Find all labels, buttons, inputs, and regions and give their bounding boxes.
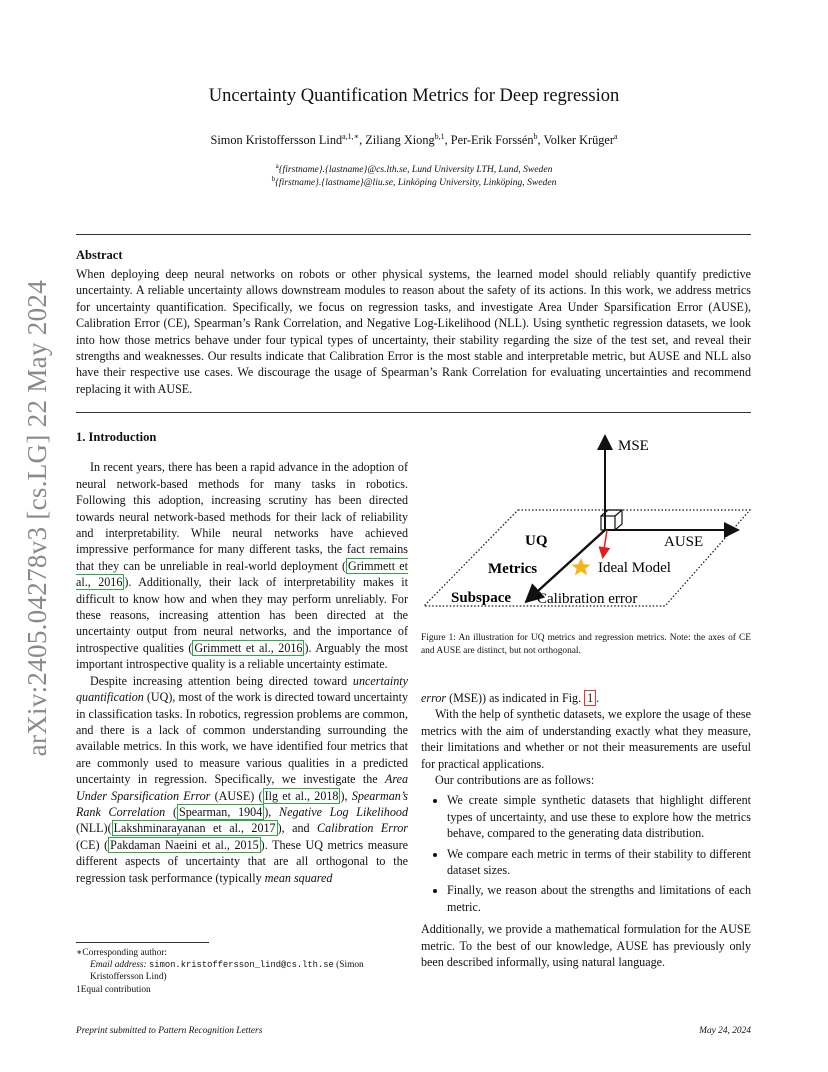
author-sup: b,1 [434, 132, 445, 141]
top-divider [76, 234, 751, 235]
abstract-text: When deploying deep neural networks on robots or other physical systems, the learned model should reliably quantify predictive uncertainty. A reliable uncertainty allows downstream modules to reason about the safety of its actions. In this work, we address metrics for uncertainty quantification. Specifically, we focus on regression tasks, and investigate Area Under Sparsification Error (AUSE), Calibration Error (CE), Spearman’s Rank Correlation, and Negative Log-Likelihood (NLL). Using synthetic regression datasets, we look into how those metrics behave under four typical types of uncertainty, their stability regarding the size of the test set, and reveal their strengths and weaknesses. Our results indicate that Calibration Error is the most stable and interpretable metric, but AUSE and NLL also have their respective use cases. We discourage the usage of Spearman’s Rank Correlation for evaluating uncertainties and recommend replacing it with AUSE. [76, 267, 751, 396]
calibration-error-label: Calibration error [537, 591, 638, 607]
citation-link[interactable]: Ilg et al., 2018 [264, 788, 339, 803]
left-column [76, 429, 408, 886]
paragraph: Additionally, we provide a mathematical formulation for the AUSE metric. To the best of our knowledge, AUSE has previously only been described informally, using natural language. [421, 922, 751, 970]
author-list: Simon Kristoffersson Lind$^{a,1,∗}$, Ziliang Xiong$^{b,1}$, Per-Erik Forssén$^b$, Volker Krüger$^a$ [210, 132, 618, 148]
abstract-heading: Abstract [76, 248, 123, 262]
author-sup: a [613, 132, 618, 141]
figure-1-diagram [418, 430, 754, 620]
affiliation-b: $^b${firstname}.{lastname}@liu.se, Linköping University, Linköping, Sweden [271, 175, 557, 189]
metrics-label: Metrics [488, 561, 538, 577]
list-item: • Finally, we reason about the strengths and limitations of each metric. [447, 882, 751, 915]
footnote-equal: 1Equal contribution [76, 984, 151, 995]
red-arrow [603, 530, 607, 556]
citation-link[interactable]: Grimmett et al., 2016 [194, 640, 303, 655]
affiliation-a: $^a${firstname}.{lastname}@cs.lth.se, Lund University LTH, Lund, Sweden [275, 162, 553, 176]
arxiv-identifier: arXiv:2405.04278v3 [cs.LG] 22 May 2024 [22, 280, 52, 757]
subspace-label: Subspace [451, 590, 512, 606]
author-name: Simon Kristoffersson Lind [210, 133, 343, 148]
uq-label: UQ [525, 533, 548, 549]
author-name: Volker Krüger [543, 133, 614, 148]
contributions-list [421, 792, 751, 915]
citation-link[interactable]: Grimmett et al., 2016 [76, 558, 409, 590]
footnote-email: Email address: simon.kristoffersson_lind@cs.lth.se (Simon Kristoffersson Lind) [90, 960, 364, 983]
list-item: • We compare each metric in terms of their stability to different dataset sizes. [447, 846, 751, 879]
footer-date: May 24, 2024 [699, 1026, 751, 1036]
continued-paragraph: error (MSE)) as indicated in Fig. 1 . [421, 691, 600, 705]
email-address[interactable]: simon.kristoffersson_lind@cs.lth.se [149, 960, 334, 971]
star-icon [572, 558, 591, 575]
author-name: Per-Erik Forssén [450, 133, 534, 148]
right-column [421, 690, 751, 971]
figure-caption: Figure 1: An illustration for UQ metrics and regression metrics. Note: the axes of CE and AUSE are distinct, but not orthogonal. [421, 633, 751, 656]
footnotes [76, 947, 408, 996]
intro-paragraph-1: In recent years, there has been a rapid advance in the adoption of neural network-based methods for many tasks in robotics. Following this adoption, increasing scrutiny has been directed towards neural network-based methods for their lack of reliability and interpretability. While neural networks have achieved impressive performance for many different tasks, the fact remains that they can be unreliable in real-world deployment ( Grimmett et al., 2016 ). Additionally, their lack of interpretability makes it difficult to know how and when they may perform unreliably. For these reasons, increasing attention has been directed at the uncertainty output from neural networks, and the importance of introspective qualities ( Grimmett et al., 2016 ). Arguably the most important introspective quality is a reliable uncertainty estimate. [76, 460, 409, 672]
citation-link[interactable]: Pakdaman Naeini et al., 2015 [110, 837, 259, 852]
paragraph: With the help of synthetic datasets, we explore the usage of these metrics with the aim of understanding exactly what they measure, their limitations and whether or not their measurements are useful for practical applications. [421, 707, 751, 771]
list-item: • We create simple synthetic datasets that highlight different types of uncertainty, and use these to explore how the metrics behave, compared to the generating data distribution. [447, 792, 751, 841]
intro-paragraph-2: Despite increasing attention being directed toward uncertainty quantification (UQ), most of the work is directed toward uncertainty in classification tasks. In robotics, regression problems are common, and there is a lack of common understanding surrounding the available metrics. In this work, we have identified four metrics that are commonly used to measure various qualities in a predicted uncertainty in regression. Specifically, we investigate the Area Under Sparsification Error (AUSE) ( Ilg et al., 2018 ), Spearman’s Rank Correlation ( Spearman, 1904 ), Negative Log Likelihood (NLL)( Lakshminarayanan et al., 2017 ), and Calibration Error (CE) ( Pakdaman Naeini et al., 2015 ). These UQ metrics measure different aspects of uncertainty that are all orthogonal to the regression task performance (typically mean squared [76, 673, 409, 885]
author-name: Ziliang Xiong [365, 133, 435, 148]
footnote-corresponding: ∗Corresponding author: [76, 948, 167, 958]
figure-reference-link[interactable]: 1 [584, 690, 596, 706]
author-sup: a,1,∗ [342, 132, 360, 141]
paragraph: Our contributions are as follows: [435, 773, 595, 788]
ideal-model-label: Ideal Model [598, 560, 671, 576]
ause-label: AUSE [664, 534, 704, 550]
mse-label: MSE [618, 438, 649, 454]
citation-link[interactable]: Lakshminarayanan et al., 2017 [113, 821, 276, 836]
abstract-divider [76, 412, 751, 413]
footer-left: Preprint submitted to Pattern Recognition Letters [76, 1026, 263, 1036]
author-sup: b [533, 132, 538, 141]
footnote-divider [76, 942, 209, 943]
section-heading: 1. Introduction [76, 430, 157, 444]
paper-title: Uncertainty Quantification Metrics for Deep regression [208, 86, 620, 106]
citation-link[interactable]: Spearman, 1904 [178, 804, 263, 819]
